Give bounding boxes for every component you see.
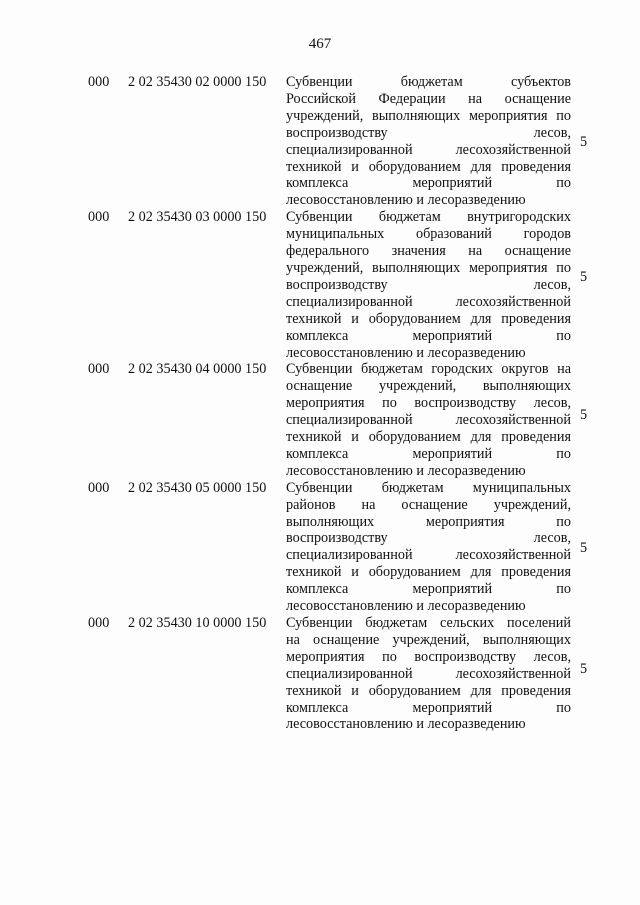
description-line: лесовосстановлению и лесоразведению xyxy=(286,462,526,479)
table-row xyxy=(0,74,640,209)
description-line: специализированной лесохозяйственной xyxy=(286,293,571,310)
description-line: учреждений, выполняющих мероприятия по xyxy=(286,259,571,276)
table-row xyxy=(0,209,640,361)
description-line: комплекса мероприятий по xyxy=(286,175,571,192)
description-line: на оснащение учреждений, выполняющих xyxy=(286,631,571,648)
description-line: лесовосстановлению и лесоразведению xyxy=(286,192,526,209)
description-line: Субвенции бюджетам субъектов xyxy=(286,74,571,90)
description-line: лесовосстановлению и лесоразведению xyxy=(286,598,526,615)
budget-classification-code: 2 02 35430 04 0000 150 xyxy=(128,361,267,378)
revenue-description xyxy=(286,361,571,479)
description-line: Субвенции бюджетам внутригородских xyxy=(286,209,571,226)
description-line: специализированной лесохозяйственной xyxy=(286,547,571,564)
description-line: мероприятия по воспроизводству лесов, xyxy=(286,395,571,412)
budget-classification-code: 2 02 35430 10 0000 150 xyxy=(128,615,267,631)
revenue-description xyxy=(286,480,571,615)
admin-code: 000 xyxy=(88,209,110,226)
amount-value: 5 xyxy=(580,407,588,424)
revenue-description xyxy=(286,615,571,733)
amount-value: 5 xyxy=(580,269,588,286)
description-line: техникой и оборудованием для проведения xyxy=(286,682,571,699)
page-number: 467 xyxy=(308,36,332,52)
description-line: муниципальных образований городов xyxy=(286,226,571,243)
budget-code-table xyxy=(0,74,640,733)
description-line: комплекса мероприятий по xyxy=(286,445,571,462)
description-line: техникой и оборудованием для проведения xyxy=(286,310,571,327)
amount-value: 5 xyxy=(580,539,588,556)
table-row xyxy=(0,615,640,733)
budget-classification-code: 2 02 35430 05 0000 150 xyxy=(128,479,267,496)
description-line: специализированной лесохозяйственной xyxy=(286,141,571,158)
description-line: Субвенции бюджетам муниципальных xyxy=(286,479,571,496)
budget-classification-code: 2 02 35430 02 0000 150 xyxy=(128,74,267,90)
description-line: техникой и оборудованием для проведения xyxy=(286,158,571,175)
amount-value: 5 xyxy=(580,661,588,677)
description-line: комплекса мероприятий по xyxy=(286,699,571,716)
description-line: техникой и оборудованием для проведения xyxy=(286,429,571,446)
admin-code: 000 xyxy=(88,74,110,90)
admin-code: 000 xyxy=(88,361,110,378)
description-line: мероприятия по воспроизводству лесов, xyxy=(286,648,571,665)
description-line: лесовосстановлению и лесоразведению xyxy=(286,344,526,361)
table-row xyxy=(0,480,640,615)
description-line: Российской Федерации на оснащение xyxy=(286,90,571,107)
table-row xyxy=(0,361,640,479)
description-line: Субвенции бюджетам сельских поселений xyxy=(286,615,571,631)
budget-classification-code: 2 02 35430 03 0000 150 xyxy=(128,209,267,226)
admin-code: 000 xyxy=(88,479,110,496)
description-line: районов на оснащение учреждений, xyxy=(286,496,571,513)
description-line: специализированной лесохозяйственной xyxy=(286,412,571,429)
amount-value: 5 xyxy=(580,134,588,150)
description-line: выполняющих мероприятия по xyxy=(286,513,571,530)
description-line: комплекса мероприятий по xyxy=(286,581,571,598)
revenue-description xyxy=(286,74,571,209)
description-line: федерального значения на оснащение xyxy=(286,243,571,260)
description-line: специализированной лесохозяйственной xyxy=(286,665,571,682)
description-line: воспроизводству лесов, xyxy=(286,124,571,141)
description-line: воспроизводству лесов, xyxy=(286,530,571,547)
description-line: комплекса мероприятий по xyxy=(286,327,571,344)
description-line: Субвенции бюджетам городских округов на xyxy=(286,361,571,378)
description-line: лесовосстановлению и лесоразведению xyxy=(286,716,526,733)
description-line: оснащение учреждений, выполняющих xyxy=(286,378,571,395)
description-line: воспроизводству лесов, xyxy=(286,276,571,293)
admin-code: 000 xyxy=(88,615,110,631)
description-line: техникой и оборудованием для проведения xyxy=(286,564,571,581)
revenue-description xyxy=(286,209,571,361)
description-line: учреждений, выполняющих мероприятия по xyxy=(286,107,571,124)
